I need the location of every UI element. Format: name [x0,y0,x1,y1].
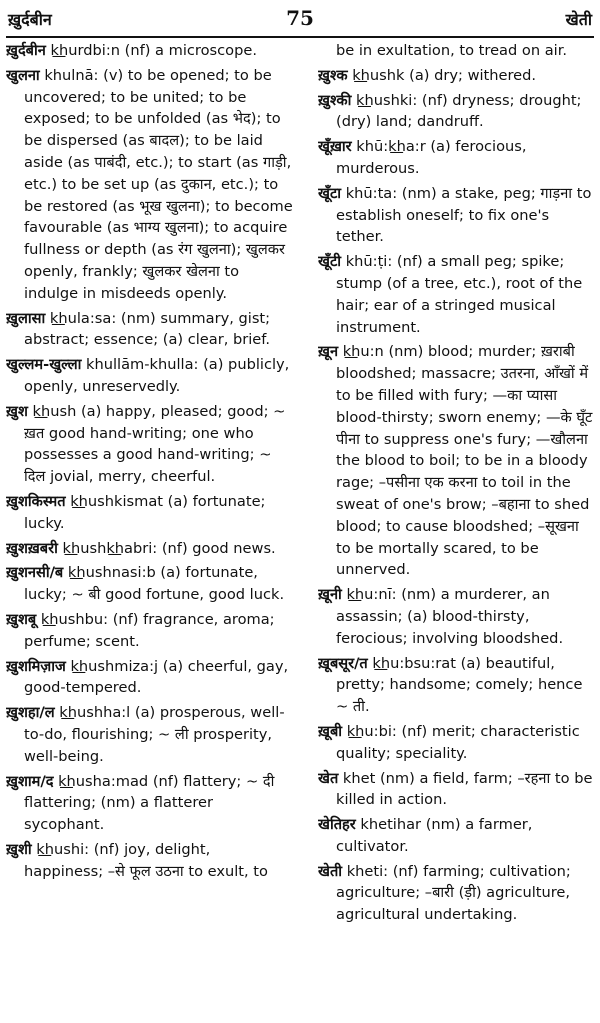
entry-definition: (nm) a stake, peg; गाड़ना to establish oneself; to fix one's tether. [336,184,592,246]
entry-headword: खूँटी [318,253,342,271]
entry-transliteration: k͟hushnasi:b [67,564,156,582]
dictionary-entry [6,308,293,352]
entry-definition: (nf) dryness; drought; (dry) land; dandruff. [336,91,582,131]
entry-headword: खेत [318,769,339,787]
dictionary-entry [6,609,293,653]
dictionary-entry [318,814,594,858]
entry-definition: (a) fortunate; lucky. [24,492,266,532]
entry-headword: ख़ुशमिज़ाज [6,657,66,675]
left-column [6,40,293,1023]
dictionary-entry [6,65,293,305]
dictionary-entry [6,354,293,398]
entry-headword: खुल्लम-खुल्ला [6,356,82,374]
entry-definition: (nm) a farmer, cultivator. [336,816,533,855]
entry-definition: be in exultation, to tread on air. [336,42,568,59]
entry-headword: ख़ूनी [318,586,342,604]
dictionary-entry [318,341,594,581]
dictionary-entry [318,721,594,765]
dictionary-entry [6,839,293,883]
entry-definition: (nm) a murderer, an assassin; (a) blood-thirsty, ferocious; involving bloodshed. [336,586,564,647]
entry-definition: (a) dry; withered. [404,66,537,84]
entry-definition: (nf) a microscope. [120,42,257,59]
dictionary-entry [318,90,594,134]
entry-definition: (a) fortunate, lucky; ~ बी good fortune, good luck. [24,564,285,604]
dictionary-entry [6,656,293,700]
entry-transliteration: k͟hu:n [342,343,384,361]
left-guide-word: ख़ुर्दबीन [8,10,52,29]
right-column [318,40,594,1023]
dictionary-entry [318,584,594,649]
entry-definition: (a) ferocious, murderous. [336,138,527,177]
entry-columns [6,40,594,1023]
entry-headword: ख़ुशकिस्मत [6,492,66,510]
entry-headword: ख़ुशहा/ल [6,704,55,722]
entry-definition: (nf) farming; cultivation; agriculture; –बारी (ड़ी) agriculture, agricultural undertaking. [336,862,571,924]
entry-definition: (v) to be opened; to be uncovered; to be united; to be exposed; to be unfolded (as भेद); to be dispersed (as बादल); to be laid aside (as पाबंदी, etc.); to start (as गाड़ी, etc.) to be set up (as दुकान, etc.); to be restored (as भूख खुलना); to become favourable (as भाग्य खुलना); to acquire fullness or depth (as रंग खुलना); खुलकर openly, frankly; खुलकर खेलना to indulge in misdeeds openly. [24,66,293,302]
entry-headword: खूँटा [318,184,342,202]
entry-definition: (nf) fragrance, aroma; perfume; scent. [24,610,275,650]
entry-definition: (nm) blood; murder; ख़राबी bloodshed; massacre; उतरना, आँखों में to be filled with fury; —का प्यासा blood-thirsty; sworn enemy; —के घूँट पीना to suppress one's fury; —खौलना the blood to boil; to be in a bloody rage; –पसीना एक करना to toil in the sweat of one's brow; –बहाना to shed blood; to cause bloodshed; –सूखना to be mortally scared, to be unnerved. [336,343,593,579]
entry-transliteration: k͟hula:sa: [49,309,117,327]
entry-transliteration: kheti: [346,862,389,880]
entry-headword: ख़ून [318,343,339,361]
page-number: 75 [286,6,314,30]
dictionary-entry [318,40,594,62]
dictionary-entry [6,401,293,488]
page-header [6,4,594,34]
entry-transliteration: k͟hushki: [356,91,418,109]
header-rule [6,36,594,38]
entry-headword: खेतिहर [318,816,356,834]
entry-definition: (a) prosperous, well-to-do, flourishing; ~ ली prosperity, well-being. [24,704,285,765]
dictionary-entry [6,538,293,560]
dictionary-entry [6,702,293,767]
entry-transliteration: k͟husha:mad [58,772,149,790]
entry-transliteration: k͟hu:bi: [346,722,397,740]
entry-definition: (nf) good news. [157,539,276,557]
entry-transliteration: k͟hushk [352,66,405,84]
dictionary-entry [318,136,594,180]
entry-definition: (nf) flattery; ~ दी flattering; (nm) a flatterer sycophant. [24,772,275,834]
dictionary-entry [318,861,594,926]
entry-definition: (a) publicly, openly, unreservedly. [24,356,290,395]
dictionary-entry [6,491,293,535]
entry-transliteration: k͟hu:nī: [346,586,397,604]
entry-headword: ख़ुशी [6,840,32,858]
entry-definition: (nm) summary, gist; abstract; essence; (a) clear, brief. [24,309,271,349]
entry-definition: (a) happy, pleased; good; ~ ख़त good hand-writing; one who possesses a good hand-writing; ~ दिल jovial, merry, cheerful. [24,402,286,486]
entry-transliteration: k͟hushk͟habri: [62,539,158,557]
entry-transliteration: khet [342,769,376,787]
entry-headword: ख़ुश [6,402,28,420]
dictionary-entry [6,40,293,62]
entry-transliteration: k͟hushha:l [59,704,131,722]
entry-headword: खेती [318,862,343,880]
entry-headword: खुलना [6,66,40,84]
entry-transliteration: khulnā: [44,66,99,84]
entry-headword: ख़ुश्की [318,91,352,109]
entry-transliteration: khū:ta: [345,184,398,202]
dictionary-entry [318,653,594,718]
entry-headword: ख़ुशाम/द [6,772,54,790]
entry-transliteration: khū:ṭi: [345,253,393,271]
entry-definition: (nf) joy, delight, happiness; –से फूल उठना to exult, to [24,840,268,880]
entry-transliteration: khetihar [360,816,422,834]
dictionary-entry [318,183,594,248]
dictionary-entry [318,768,594,812]
dictionary-entry [6,771,293,836]
entry-headword: ख़ूबसूर/त [318,654,368,672]
entry-definition: (a) beautiful, pretty; handsome; comely; hence ~ ती. [336,654,583,716]
entry-headword: ख़ुश्क [318,66,348,84]
entry-transliteration: khū:k͟ha:r [356,138,426,156]
right-guide-word: खेती [565,10,592,29]
entry-headword: ख़ुशनसी/ब [6,564,64,582]
entry-definition: (a) cheerful, gay, good-tempered. [24,657,289,697]
entry-transliteration: k͟hushmiza:j [70,657,159,675]
entry-definition: (nf) a small peg; spike; stump (of a tree, etc.), root of the hair; ear of a stringed musical instrument. [336,253,583,336]
entry-headword: ख़ुशख़बरी [6,539,58,557]
entry-transliteration: k͟hu:bsu:rat [372,654,456,672]
entry-transliteration: k͟hushi: [36,840,90,858]
entry-transliteration: k͟hush [32,402,77,420]
entry-headword: ख़ुलासा [6,309,46,327]
dictionary-entry [318,65,594,87]
dictionary-entry [6,562,293,606]
entry-transliteration: khullām-khulla: [86,356,199,374]
dictionary-entry [318,251,594,338]
entry-headword: ख़ुशबू [6,610,37,628]
entry-headword: खूँख़ार [318,138,352,156]
entry-definition: (nm) a field, farm; –रहना to be killed in action. [336,769,593,809]
entry-transliteration: k͟hushbu: [40,610,109,628]
entry-transliteration: k͟hurdbi:n [50,42,120,59]
entry-definition: (nf) merit; characteristic quality; speciality. [336,722,580,762]
entry-headword: ख़ुर्दबीन [6,42,46,59]
entry-transliteration: k͟hushkismat [70,492,164,510]
entry-headword: ख़ूबी [318,722,343,740]
